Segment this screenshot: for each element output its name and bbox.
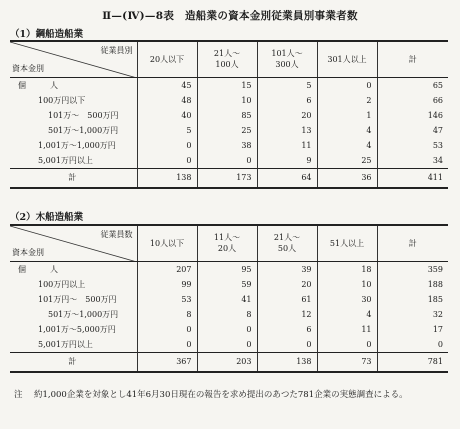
cell: 32 <box>377 307 448 322</box>
cell: 0 <box>377 337 448 353</box>
cell: 8 <box>137 307 197 322</box>
total-label: 計 <box>10 352 137 372</box>
table-row <box>10 337 448 353</box>
table-row <box>10 262 448 277</box>
cell: 6 <box>257 322 317 337</box>
column-header: 20人以下 <box>137 41 197 77</box>
cell: 15 <box>197 78 257 93</box>
table-header-row <box>10 41 448 77</box>
cell: 411 <box>377 168 448 188</box>
column-header: 21人～ 100人 <box>197 41 257 77</box>
column-header: 11人～ 20人 <box>197 225 257 261</box>
cell: 40 <box>137 108 197 123</box>
column-header: 51人以上 <box>317 225 377 261</box>
cell: 4 <box>317 307 377 322</box>
cell: 203 <box>197 352 257 372</box>
column-header: 101人～ 300人 <box>257 41 317 77</box>
table-row <box>10 78 448 93</box>
table-title: Ⅱ—(Ⅳ)—8表 造船業の資本金別従業員別事業者数 <box>102 10 358 22</box>
corner-capital-label: 資本金別 <box>12 247 44 257</box>
cell: 0 <box>137 138 197 153</box>
corner-employees-label: 従業員数 <box>100 230 133 239</box>
table-wooden-shipbuilding <box>10 224 448 373</box>
cell: 0 <box>197 337 257 353</box>
cell: 53 <box>377 138 448 153</box>
row-label: 100万円以上 <box>38 279 86 289</box>
cell: 95 <box>197 262 257 277</box>
corner-capital-label: 資本金別 <box>12 63 44 73</box>
cell: 173 <box>197 168 257 188</box>
cell: 41 <box>197 292 257 307</box>
row-label: 501万～1,000万円 <box>48 125 119 135</box>
table-row <box>10 93 448 108</box>
section-title-steel: （1）鋼船造船業 <box>10 29 84 40</box>
header-corner-cell <box>10 41 137 77</box>
cell: 11 <box>317 322 377 337</box>
total-label: 計 <box>10 168 137 188</box>
column-header: 10人以下 <box>137 225 197 261</box>
cell: 61 <box>257 292 317 307</box>
header-corner-cell <box>10 225 137 261</box>
cell: 185 <box>377 292 448 307</box>
table-total-row <box>10 168 448 188</box>
footnote-label: 注 <box>14 390 23 400</box>
cell: 5 <box>137 123 197 138</box>
cell: 20 <box>257 108 317 123</box>
row-label: 100万円以下 <box>38 95 86 105</box>
cell: 0 <box>197 322 257 337</box>
row-label: 個 人 <box>18 264 58 274</box>
cell: 12 <box>257 307 317 322</box>
cell: 20 <box>257 277 317 292</box>
cell: 34 <box>377 153 448 169</box>
cell: 66 <box>377 93 448 108</box>
cell: 36 <box>317 168 377 188</box>
cell: 0 <box>257 337 317 353</box>
cell: 5 <box>257 78 317 93</box>
table-steel-shipbuilding <box>10 40 448 189</box>
cell: 1 <box>317 108 377 123</box>
footnote-text: 約1,000企業を対象とし41年6月30日現在の報告を求め提出のあつた781企業の実態調査による。 <box>34 390 408 400</box>
cell: 17 <box>377 322 448 337</box>
cell: 45 <box>137 78 197 93</box>
column-header: 計 <box>377 41 448 77</box>
cell: 25 <box>197 123 257 138</box>
cell: 4 <box>317 138 377 153</box>
cell: 188 <box>377 277 448 292</box>
row-label: 個 人 <box>18 80 58 90</box>
cell: 0 <box>317 337 377 353</box>
table-row <box>10 322 448 337</box>
row-label: 1,001万～5,000万円 <box>38 324 116 334</box>
footnote <box>14 389 444 402</box>
cell: 25 <box>317 153 377 169</box>
row-label: 501万～1,000万円 <box>48 309 119 319</box>
row-label: 5,001万円以上 <box>38 155 93 165</box>
row-label: 5,001万円以上 <box>38 339 93 349</box>
table-row <box>10 108 448 123</box>
table-header-row <box>10 225 448 261</box>
cell: 59 <box>197 277 257 292</box>
cell: 13 <box>257 123 317 138</box>
cell: 64 <box>257 168 317 188</box>
row-label: 101万円～ 500万円 <box>38 294 117 304</box>
cell: 6 <box>257 93 317 108</box>
table-row <box>10 292 448 307</box>
cell: 359 <box>377 262 448 277</box>
row-label: 101万～ 500万円 <box>48 110 119 120</box>
cell: 11 <box>257 138 317 153</box>
cell: 0 <box>197 153 257 169</box>
column-header: 301人以上 <box>317 41 377 77</box>
corner-employees-label: 従業員別 <box>100 46 133 55</box>
cell: 146 <box>377 108 448 123</box>
table-row <box>10 123 448 138</box>
cell: 207 <box>137 262 197 277</box>
row-label: 1,001万～1,000万円 <box>38 140 116 150</box>
cell: 10 <box>317 277 377 292</box>
table-row <box>10 277 448 292</box>
cell: 0 <box>137 153 197 169</box>
cell: 0 <box>137 337 197 353</box>
table-total-row <box>10 352 448 372</box>
cell: 8 <box>197 307 257 322</box>
cell: 138 <box>137 168 197 188</box>
cell: 65 <box>377 78 448 93</box>
cell: 48 <box>137 93 197 108</box>
cell: 73 <box>317 352 377 372</box>
cell: 39 <box>257 262 317 277</box>
cell: 53 <box>137 292 197 307</box>
cell: 138 <box>257 352 317 372</box>
cell: 47 <box>377 123 448 138</box>
cell: 2 <box>317 93 377 108</box>
table-row <box>10 153 448 169</box>
cell: 10 <box>197 93 257 108</box>
table-row <box>10 307 448 322</box>
cell: 38 <box>197 138 257 153</box>
cell: 30 <box>317 292 377 307</box>
table-row <box>10 138 448 153</box>
cell: 85 <box>197 108 257 123</box>
cell: 18 <box>317 262 377 277</box>
column-header: 計 <box>377 225 448 261</box>
cell: 99 <box>137 277 197 292</box>
cell: 781 <box>377 352 448 372</box>
cell: 4 <box>317 123 377 138</box>
cell: 0 <box>137 322 197 337</box>
column-header: 21人～ 50人 <box>257 225 317 261</box>
cell: 367 <box>137 352 197 372</box>
cell: 9 <box>257 153 317 169</box>
section-title-wooden: （2）木船造船業 <box>10 212 84 223</box>
cell: 0 <box>317 78 377 93</box>
